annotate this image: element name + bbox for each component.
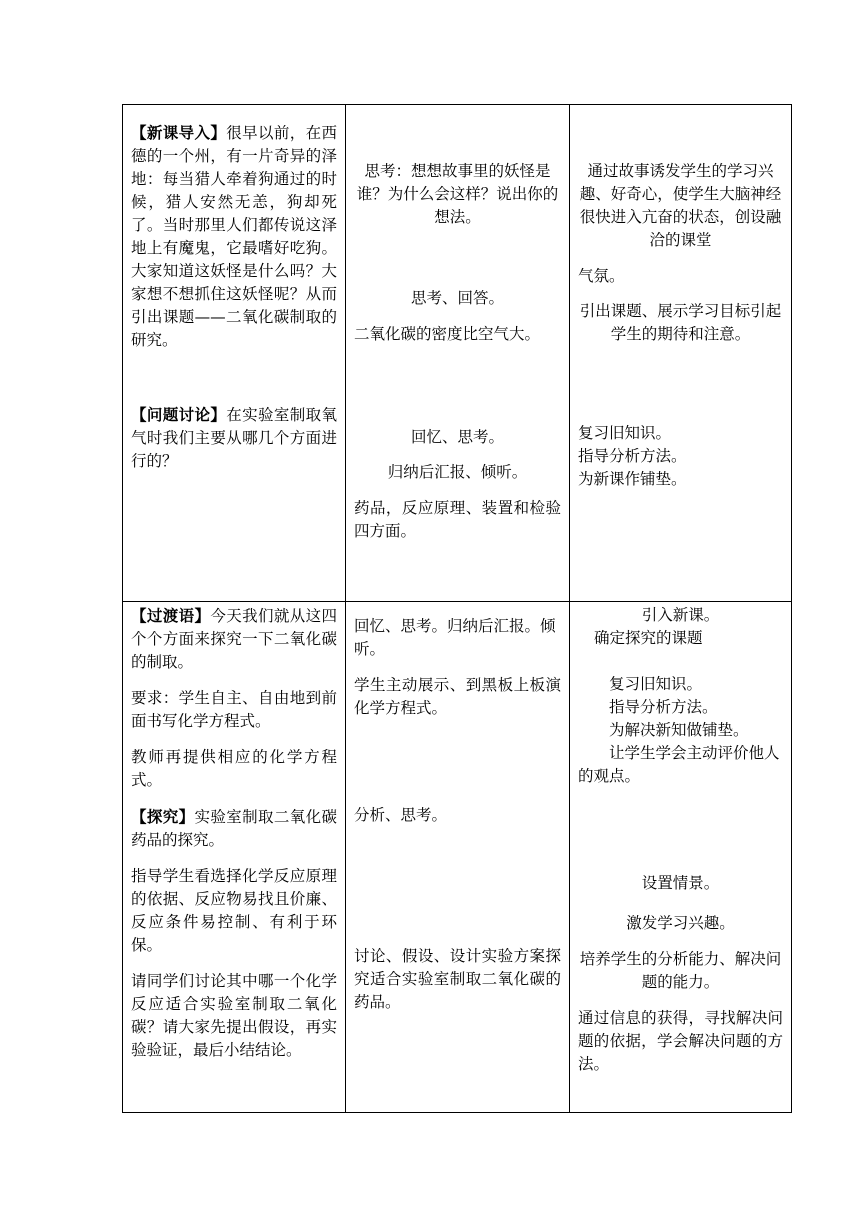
info-text: 通过信息的获得，寻找解决问题的依据，学会解决问题的方法。 [578,1009,783,1073]
explore-text: 实验室制取二氧化碳药品的探究。 [131,808,337,849]
student-activity-cell [346,105,570,602]
interest-text: 激发学习兴趣。 [626,914,735,932]
pave-text: 为解决新知做铺垫。 [609,721,749,739]
student-activity-cell [346,602,570,1113]
discuss-question-text: 请同学们讨论其中哪一个化学反应适合实验室制取二氧化碳？请大家先提出假设，再实验验证，最后小结结论。 [131,972,337,1059]
teacher-activity-cell [123,105,346,602]
table-row [123,602,792,1113]
explore-heading: 【探究】 [131,807,195,826]
analyze-text: 分析、思考。 [354,806,448,824]
discussion-paragraph [131,403,337,473]
review-text: 复习旧知识。 [609,675,703,693]
teacher-activity-cell [123,602,346,1113]
intro-heading: 【新课导入】 [131,123,227,142]
design-intent-cell [570,602,792,1113]
answer-text: 二氧化碳的密度比空气大。 [354,325,541,343]
intro-paragraph [131,121,337,352]
discuss-design-text: 讨论、假设、设计实验方案探究适合实验室制取二氧化碳的药品。 [354,947,561,1011]
discussion-text: 在实验室制取氧气时我们主要从哪几个方面进行的？ [131,406,337,470]
guide-choose-text: 指导学生看选择化学反应原理的依据、反应物易找且价廉、反应条件易控制、有利于环保。 [131,867,337,954]
discussion-heading: 【问题讨论】 [131,405,227,424]
summarize-text: 归纳后汇报、倾听。 [387,463,528,481]
lesson-plan-table [122,104,792,1113]
evaluate-text: 让学生学会主动评价他人的观点。 [578,744,780,785]
four-aspects-text: 药品，反应原理、装置和检验四方面。 [354,499,561,540]
board-show-text: 学生主动展示、到黑板上板演化学方程式。 [354,676,561,717]
transition-heading: 【过渡语】 [131,606,211,625]
prepare-text: 为新课作铺垫。 [578,470,687,488]
transition-paragraph [131,604,337,674]
ability-text: 培养学生的分析能力、解决问题的能力。 [579,950,782,991]
guide-text: 指导分析方法。 [609,698,718,716]
lead-new-text: 引入新课。 [641,606,720,624]
scenario-text: 设置情景。 [641,874,720,892]
atmosphere-text: 气氛。 [578,267,625,285]
think-answer-text: 思考、回答。 [410,289,504,307]
table-row [123,105,792,602]
intent-topic-text: 引出课题、展示学习目标引起学生的期待和注意。 [579,302,782,343]
requirement-text: 要求：学生自主、自由地到前面书写化学方程式。 [131,689,337,730]
think-story-text: 思考：想想故事里的妖怪是谁？为什么会这样？说出你的想法。 [356,162,559,226]
transition-text: 今天我们就从这四个个方面来探究一下二氧化碳的制取。 [131,607,337,671]
review-text: 复习旧知识。 [578,424,672,442]
intent-story-text: 通过故事诱发学生的学习兴趣、好奇心，使学生大脑神经很快进入亢奋的状态，创设融洽的课堂 [579,162,782,249]
recall-report-text: 回忆、思考。归纳后汇报。倾听。 [354,617,556,658]
guide-text: 指导分析方法。 [578,447,687,465]
recall-text: 回忆、思考。 [410,428,504,446]
explore-paragraph [131,805,337,852]
set-topic-text: 确定探究的课题 [594,629,703,647]
design-intent-cell [570,105,792,602]
teacher-equation-text: 教师再提供相应的化学方程式。 [131,748,337,789]
intro-text: 很早以前，在西德的一个州，有一片奇异的泽地：每当猎人牵着狗通过的时候，猎人安然无恙，狗却死了。当时那里人们都传说这泽地上有魔鬼，它最嗜好吃狗。大家知道这妖怪是什么吗？大家想不想抓住这妖怪呢？从而引出课题——二氧化碳制取的研究。 [131,124,337,349]
